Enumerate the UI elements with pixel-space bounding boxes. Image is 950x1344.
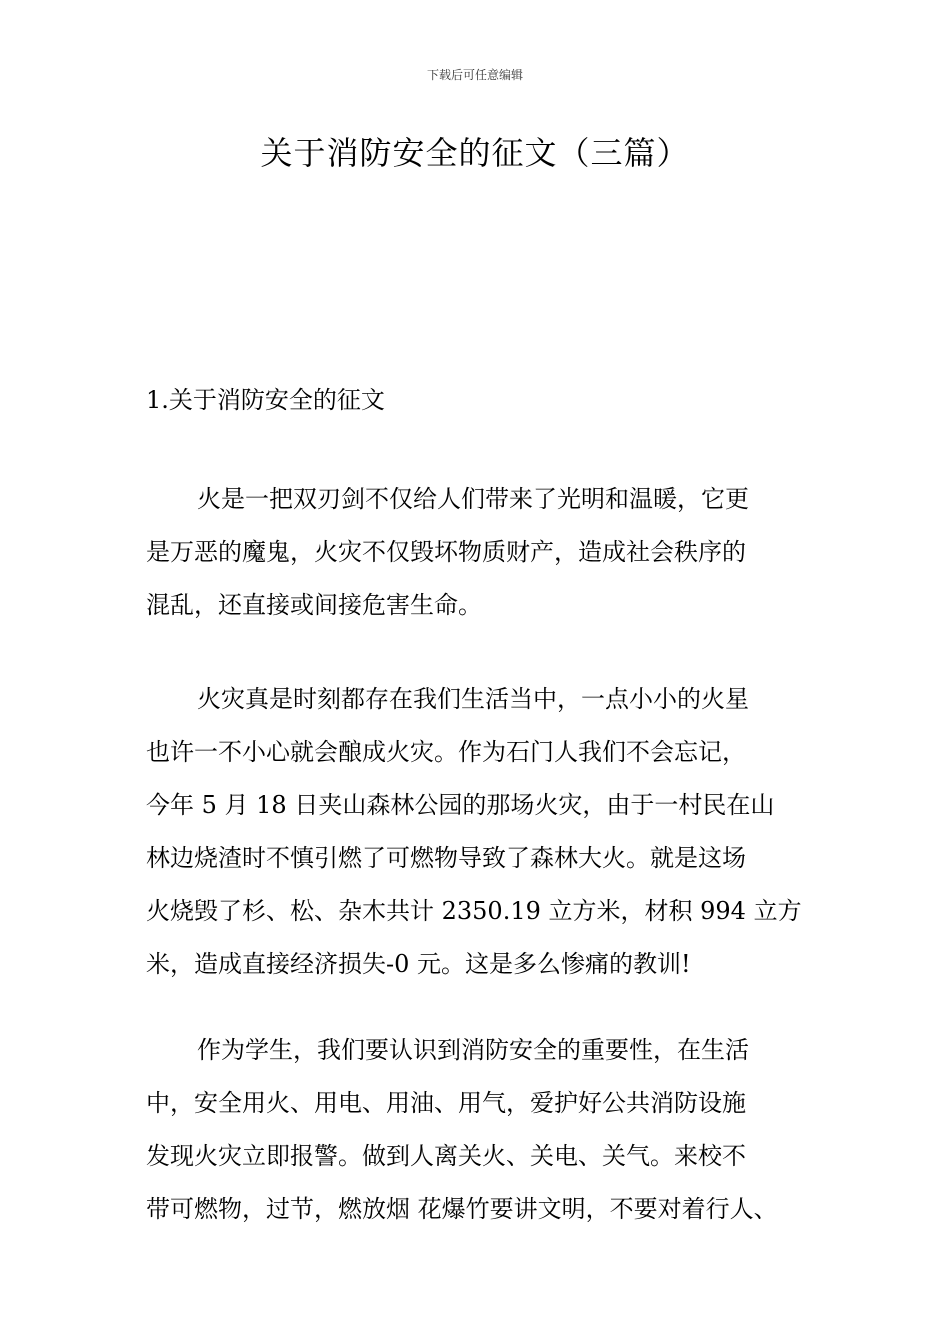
paragraph-1 bbox=[146, 473, 836, 632]
paragraph-line: 混乱，还直接或间接危害生命。 bbox=[146, 591, 482, 619]
paragraph-line: 火烧毁了杉、松、杂木共计 2350.19 立方米，材积 994 立方 bbox=[146, 897, 802, 925]
paragraph-3 bbox=[146, 1024, 836, 1236]
section-heading: 1.关于消防安全的征文 bbox=[146, 386, 385, 414]
paragraph-line: 火是一把双刃剑不仅给人们带来了光明和温暖，它更 bbox=[197, 485, 749, 513]
paragraph-line: 带可燃物，过节，燃放烟 花爆竹要讲文明，不要对着行人、 bbox=[146, 1195, 778, 1223]
paragraph-line: 火灾真是时刻都存在我们生活当中，一点小小的火星 bbox=[197, 685, 749, 713]
paragraph-line: 作为学生，我们要认识到消防安全的重要性，在生活 bbox=[197, 1036, 749, 1064]
paragraph-line: 发现火灾立即报警。做到人离关火、关电、关气。来校不 bbox=[146, 1142, 746, 1170]
paragraph-line: 是万恶的魔鬼，火灾不仅毁坏物质财产，造成社会秩序的 bbox=[146, 538, 746, 566]
paragraph-line: 今年 5 月 18 日夹山森林公园的那场火灾，由于一村民在山 bbox=[146, 791, 775, 819]
document-title: 关于消防安全的征文（三篇） bbox=[260, 134, 690, 172]
paragraph-line: 林边烧渣时不慎引燃了可燃物导致了森林大火。就是这场 bbox=[146, 844, 746, 872]
paragraph-line: 米，造成直接经济损失-0 元。这是多么惨痛的教训! bbox=[146, 950, 691, 978]
paragraph-line: 也许一不小心就会酿成火灾。作为石门人我们不会忘记， bbox=[146, 738, 746, 766]
paragraph-line: 中，安全用火、用电、用油、用气，爱护好公共消防设施 bbox=[146, 1089, 746, 1117]
paragraph-2 bbox=[146, 673, 836, 991]
page-header-note: 下载后可任意编辑 bbox=[426, 68, 523, 82]
